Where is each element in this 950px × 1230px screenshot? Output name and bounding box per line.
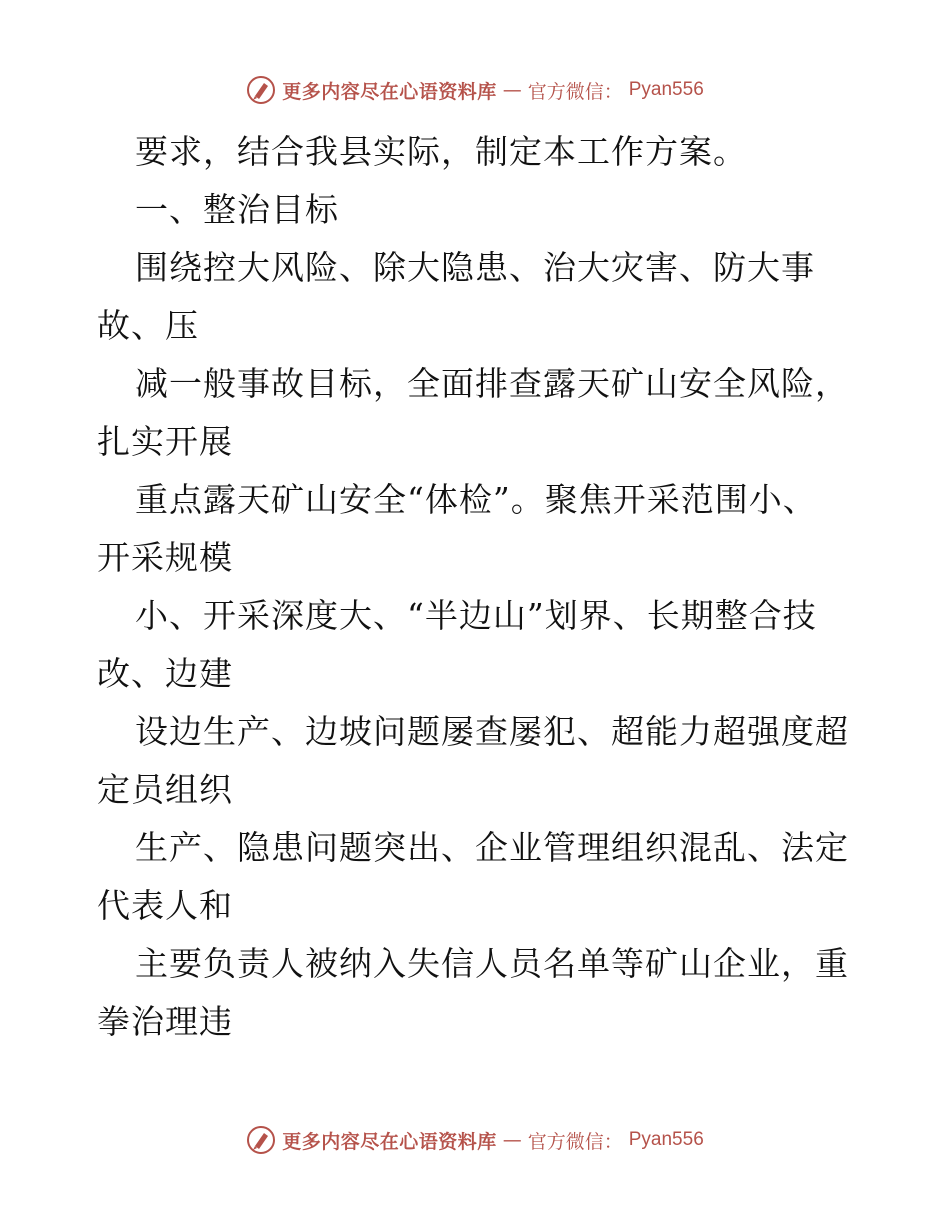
- text-line: 开采规模: [97, 538, 233, 577]
- text-line: 扎实开展: [97, 422, 233, 461]
- text-line: 围绕控大风险、除大隐患、治大灾害、防大事: [135, 248, 815, 287]
- text-line: 要求，结合我县实际，制定本工作方案。: [135, 132, 747, 171]
- text-line: 重点露天矿山安全“体检”。聚焦开采范围小、: [135, 480, 817, 519]
- watermark-brand: 更多内容尽在心语资料库: [282, 1130, 497, 1153]
- watermark-brand: 更多内容尽在心语资料库: [282, 80, 497, 103]
- section-heading: 一、整治目标: [135, 190, 339, 229]
- watermark-contact-label: 官方微信：: [527, 80, 623, 103]
- text-line: 拳治理违: [97, 1002, 233, 1041]
- text-line: 故、压: [97, 306, 199, 345]
- text-line: 小、开采深度大、“半边山”划界、长期整合技: [135, 596, 817, 635]
- text-line: 主要负责人被纳入失信人员名单等矿山企业，重: [135, 944, 849, 983]
- watermark-contact-id: Pyan556: [628, 79, 704, 100]
- footer-watermark: [0, 1120, 950, 1160]
- watermark-contact-label: 官方微信：: [527, 1130, 623, 1153]
- text-line: 生产、隐患问题突出、企业管理组织混乱、法定: [135, 828, 849, 867]
- header-watermark: [0, 70, 950, 110]
- text-line: 代表人和: [97, 886, 233, 925]
- text-line: 改、边建: [97, 654, 233, 693]
- pen-nib-icon: [246, 1125, 276, 1155]
- watermark-separator: —: [502, 1129, 522, 1151]
- text-line: 设边生产、边坡问题屡查屡犯、超能力超强度超: [135, 712, 849, 751]
- text-line: 减一般事故目标，全面排查露天矿山安全风险，: [135, 364, 849, 403]
- text-line: 定员组织: [97, 770, 233, 809]
- watermark-contact-id: Pyan556: [628, 1129, 704, 1150]
- document-body: [97, 123, 857, 1051]
- pen-nib-icon: [246, 75, 276, 105]
- watermark-separator: —: [502, 79, 522, 101]
